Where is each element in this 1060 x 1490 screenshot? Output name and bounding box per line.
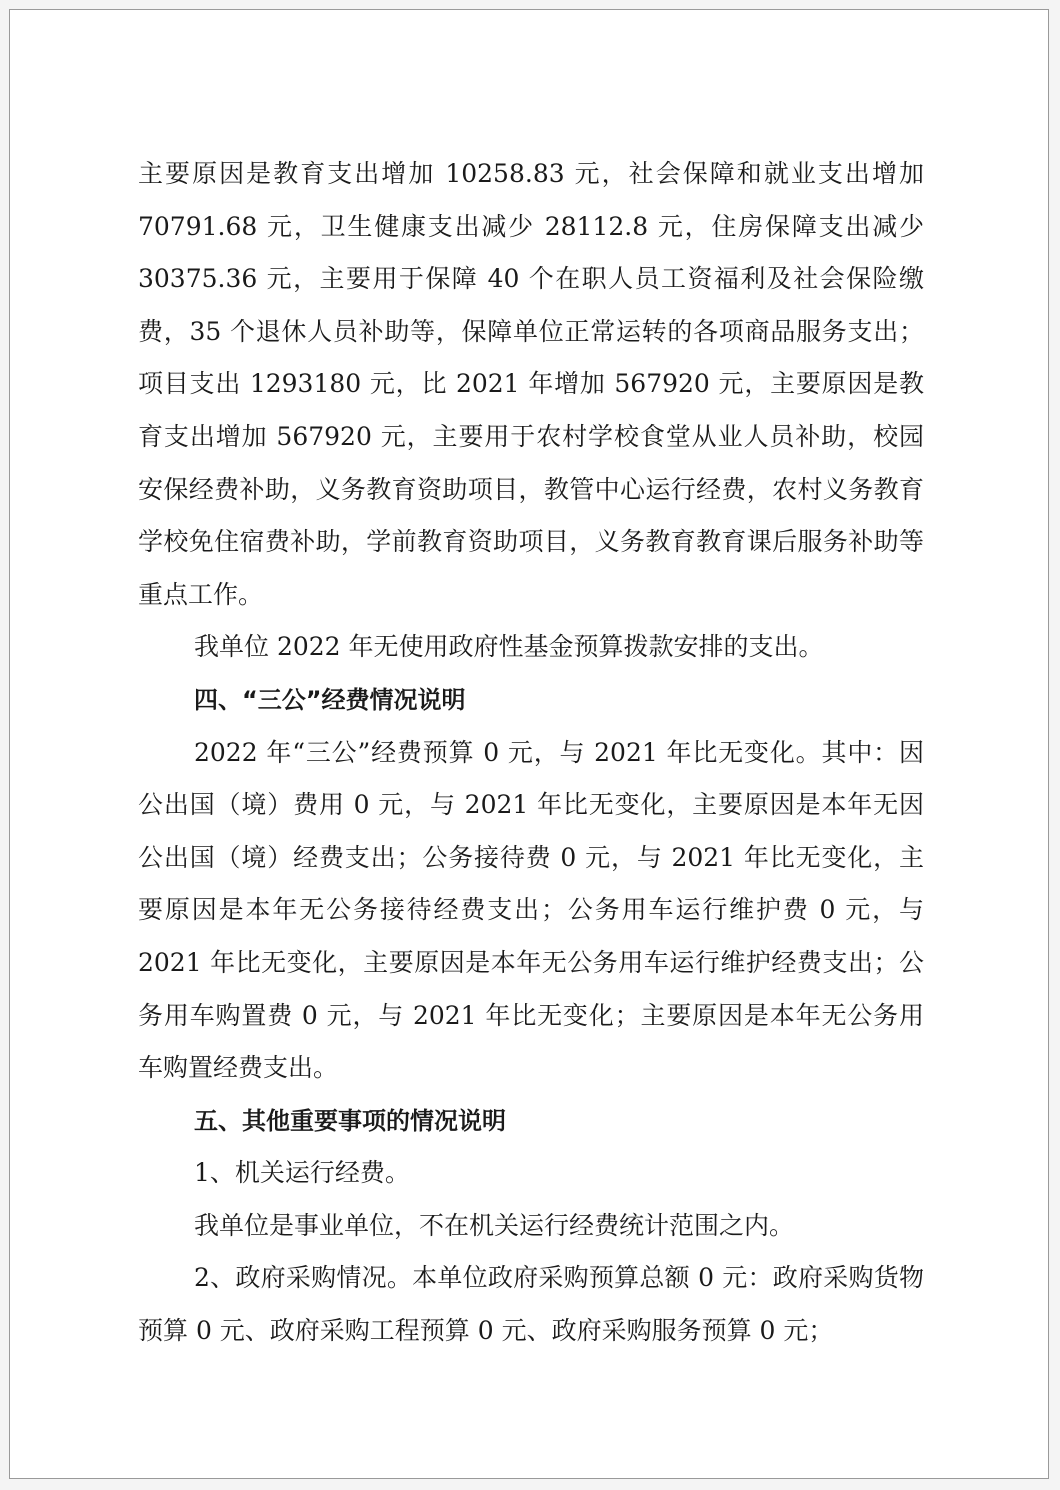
document-body xyxy=(138,148,924,1358)
document-page xyxy=(9,9,1049,1479)
paragraph-three-public-details: 2022 年“三公”经费预算 0 元，与 2021 年比无变化。其中：因公出国（境）费用 0 元，与 2021 年比无变化，主要原因是本年无因公出国（境）经费支出；公务接待费 0 元，与 2021 年比无变化，主要原因是本年无公务接待经费支出；公务用车运行维护费 0 元，与 2021 年比无变化，主要原因是本年无公务用车运行维护经费支出；公务用车购置费 0 元，与 2021 年比无变化；主要原因是本年无公务用车购置经费支出。 xyxy=(138,737,924,1083)
paragraph-expenditure-reasons: 主要原因是教育支出增加 10258.83 元，社会保障和就业支出增加 70791.68 元，卫生健康支出减少 28112.8 元，住房保障支出减少 30375.36 元，主要用于保障 40 个在职人员工资福利及社会保险缴费，35 个退休人员补助等，保障单位正常运转的各项商品服务支出；项目支出 1293180 元，比 2021 年增加 567920 元，主要原因是教育支出增加 567920 元，主要用于农村学校食堂从业人员补助，校园安保经费补助，义务教育资助项目，教管中心运行经费，农村义务教育学校免住宿费补助，学前教育资助项目，义务教育教育课后服务补助等重点工作。 xyxy=(138,159,924,609)
subheading-agency-operating-costs: 1、机关运行经费。 xyxy=(194,1158,410,1188)
section-heading-other-matters: 五、其他重要事项的情况说明 xyxy=(194,1106,506,1135)
section-heading-three-public: 四、“三公”经费情况说明 xyxy=(194,685,466,714)
paragraph-government-procurement: 2、政府采购情况。本单位政府采购预算总额 0 元：政府采购货物预算 0 元、政府采购工程预算 0 元、政府采购服务预算 0 元； xyxy=(138,1263,924,1346)
paragraph-government-fund: 我单位 2022 年无使用政府性基金预算拨款安排的支出。 xyxy=(194,632,824,662)
paragraph-agency-operating-costs: 我单位是事业单位，不在机关运行经费统计范围之内。 xyxy=(194,1210,795,1240)
